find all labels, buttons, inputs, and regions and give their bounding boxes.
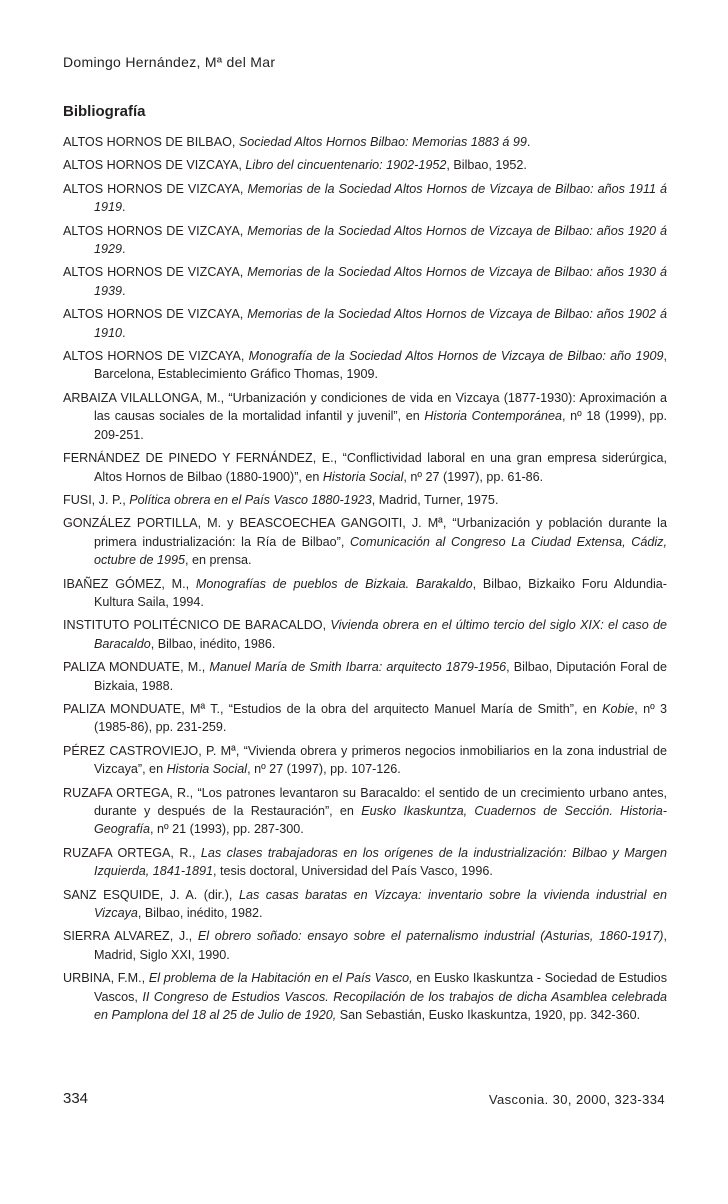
reference-item: ALTOS HORNOS DE VIZCAYA, Memorias de la Sociedad Altos Hornos de Vizcaya de Bilbao: años 1930 á 1939. (63, 265, 667, 298)
reference-item: PALIZA MONDUATE, M., Manuel María de Smith Ibarra: arquitecto 1879-1956, Bilbao, Diputación Foral de Bizkaia, 1988. (63, 660, 667, 693)
reference-item: RUZAFA ORTEGA, R., “Los patrones levantaron su Baracaldo: el sentido de un crecimiento urbano antes, durante y después de la Restauración”, en Eusko Ikaskuntza, Cuadernos de Sección. Historia-Geografía, nº 21 (1993), pp. 287-300. (63, 785, 668, 837)
reference-item: ALTOS HORNOS DE VIZCAYA, Monografía de la Sociedad Altos Hornos de Vizcaya de Bilbao: año 1909, Barcelona, Establecimiento Gráfico Thomas, 1909. (63, 349, 667, 382)
reference-item: FERNÁNDEZ DE PINEDO Y FERNÁNDEZ, E., “Conflictividad laboral en una gran empresa siderúrgica, Altos Hornos de Bilbao (1880-1900)”, en Historia Social, nº 27 (1997), pp. 61-86. (63, 451, 667, 484)
journal-citation: Vasconia. 30, 2000, 323-334 (488, 1092, 665, 1107)
reference-item: ALTOS HORNOS DE VIZCAYA, Memorias de la Sociedad Altos Hornos de Vizcaya de Bilbao: años 1920 á 1929. (63, 223, 667, 257)
reference-item: ALTOS HORNOS DE VIZCAYA, Memorias de la Sociedad Altos Hornos de Vizcaya de Bilbao: años 1902 á 1910. (63, 307, 667, 340)
reference-item: SANZ ESQUIDE, J. A. (dir.), Las casas baratas en Vizcaya: inventario sobre la vivienda industrial en Vizcaya, Bilbao, inédito, 1982. (63, 887, 667, 921)
running-header: Domingo Hernández, Mª del Mar (63, 54, 276, 70)
reference-item: INSTITUTO POLITÉCNICO DE BARACALDO, Vivienda obrera en el último tercio del siglo XIX: el caso de Baracaldo, Bilbao, inédito, 1986. (63, 618, 668, 651)
reference-item: URBINA, F.M., El problema de la Habitación en el País Vasco, en Eusko Ikaskuntza - Sociedad de Estudios Vascos, II Congreso de Estudios Vascos. Recopilación de los trabajos de dicha Asamblea celebrada en Pamplona del 18 al 25 de Julio de 1920, San Sebastián, Eusko Ikaskuntza, 1920, pp. 342-360. (63, 971, 667, 1023)
reference-item: GONZÁLEZ PORTILLA, M. y BEASCOECHEA GANGOITI, J. Mª, “Urbanización y población durante la primera industrialización: la Ría de Bilbao”, Comunicación al Congreso La Ciudad Extensa, Cádiz, octubre de 1995, en prensa. (63, 516, 667, 568)
reference-item: PALIZA MONDUATE, Mª T., “Estudios de la obra del arquitecto Manuel María de Smith”, en Kobie, nº 3 (1985-86), pp. 231-259. (63, 701, 667, 735)
reference-item: PÉREZ CASTROVIEJO, P. Mª, “Vivienda obrera y primeros negocios inmobiliarios en la zona industrial de Vizcaya”, en Historia Social, nº 27 (1997), pp. 107-126. (63, 743, 667, 777)
reference-item: ARBAIZA VILALLONGA, M., “Urbanización y condiciones de vida en Vizcaya (1877-1930): Aproximación a las causas sociales de la mortalidad infantil y juvenil”, en Historia Contemporánea, nº 18 (1999), pp. 209-251. (63, 390, 667, 442)
reference-item: IBAÑEZ GÓMEZ, M., Monografías de pueblos de Bizkaia. Barakaldo, Bilbao, Bizkaiko Foru Aldundia-Kultura Saila, 1994. (63, 576, 667, 609)
reference-item: FUSI, J. P., Política obrera en el País Vasco 1880-1923, Madrid, Turner, 1975. (63, 492, 499, 507)
reference-item: ALTOS HORNOS DE BILBAO, Sociedad Altos Hornos Bilbao: Memorias 1883 á 99. (63, 135, 531, 149)
reference-item: RUZAFA ORTEGA, R., Las clases trabajadoras en los orígenes de la industrialización: Bilbao y Margen Izquierda, 1841-1891, tesis doctoral, Universidad del País Vasco, 1996. (63, 845, 667, 879)
reference-item: SIERRA ALVAREZ, J., El obrero soñado: ensayo sobre el paternalismo industrial (Asturias, 1860-1917), Madrid, Siglo XXI, 1990. (63, 929, 667, 962)
reference-list (63, 133, 667, 1029)
section-title: Bibliografía (63, 103, 146, 120)
reference-item: ALTOS HORNOS DE VIZCAYA, Libro del cincuentenario: 1902-1952, Bilbao, 1952. (63, 158, 527, 173)
page-number: 334 (63, 1090, 89, 1107)
reference-item: ALTOS HORNOS DE VIZCAYA, Memorias de la Sociedad Altos Hornos de Vizcaya de Bilbao: años 1911 á 1919. (63, 181, 667, 215)
